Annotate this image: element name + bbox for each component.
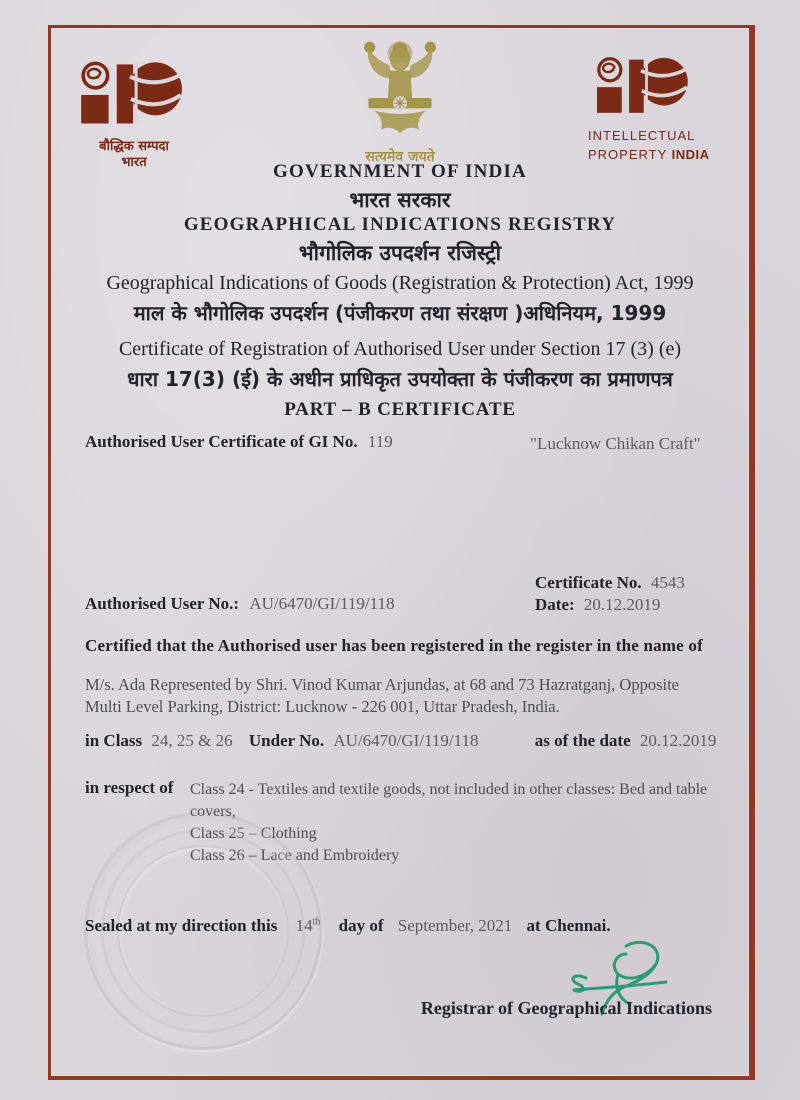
act-line: Geographical Indications of Goods (Registration & Protection) Act, 1999	[106, 272, 694, 294]
class-row	[85, 731, 716, 751]
under-no-label: Under No.	[248, 731, 325, 750]
cert-no-line	[535, 573, 685, 593]
sealed-month: September, 2021	[397, 916, 513, 935]
date-label: Date:	[535, 595, 575, 614]
certified-statement: Certified that the Authorised user has been registered in the register in the name of	[85, 636, 703, 655]
authorised-user-no-value: AU/6470/GI/119/118	[249, 594, 395, 613]
in-respect-of-label: in respect of	[85, 778, 174, 797]
registry-title-hindi: भौगोलिक उपदर्शन रजिस्ट्री	[298, 241, 502, 265]
authorised-user-no-label: Authorised User No.:	[85, 594, 240, 613]
part-b-title: PART – B CERTIFICATE	[284, 399, 516, 420]
registry-title: GEOGRAPHICAL INDICATIONS REGISTRY	[183, 214, 617, 235]
under-no-value: AU/6470/GI/119/118	[333, 731, 479, 750]
in-class-label: in Class	[85, 731, 143, 750]
sealed-part3: at Chennai.	[526, 916, 611, 935]
ip-india-logo-right	[588, 56, 738, 165]
ipr-caption-line1: INTELLECTUAL	[588, 128, 696, 143]
gi-name: "Lucknow Chikan Craft"	[530, 434, 701, 453]
ipr-caption-india: INDIA	[671, 146, 710, 162]
sealed-part2: day of	[338, 916, 384, 935]
ipr-caption-line2: PROPERTY INDIA	[588, 146, 710, 162]
as-of-date-label: as of the date	[534, 731, 631, 750]
lion-capital-icon	[348, 36, 452, 140]
sealed-part1: Sealed at my direction this	[85, 916, 278, 935]
cert-no-value: 4543	[650, 573, 685, 592]
class-item-25: Class 25 – Clothing	[190, 825, 317, 843]
class-item-24: Class 24 - Textiles and textile goods, not included in other classes: Bed and table covers,	[190, 781, 708, 821]
gi-no-value: 119	[367, 432, 393, 451]
sealed-day: 14th	[295, 916, 321, 935]
date-line	[535, 595, 660, 615]
cert-no-label: Certificate No.	[535, 573, 642, 592]
ip-logo-caption-line1: बौद्धिक सम्पदा	[99, 139, 169, 154]
act-line-hindi: माल के भौगोलिक उपदर्शन (पंजीकरण तथा संरक्षण )अधिनियम, 1999	[133, 301, 667, 325]
class-item-26: Class 26 – Lace and Embroidery	[190, 847, 400, 865]
gi-no-line	[85, 432, 393, 452]
authorised-user-no-line	[85, 594, 394, 614]
section-line-hindi: धारा 17(3) (ई) के अधीन प्राधिकृत उपयोक्ता के पंजीकरण का प्रमाणपत्र	[127, 367, 673, 391]
ip-logo-icon	[588, 56, 694, 122]
section-line: Certificate of Registration of Authorised User under Section 17 (3) (e)	[118, 338, 682, 360]
sealed-day-suffix: th	[312, 916, 321, 928]
emblem-motto: सत्यमेव जयते	[365, 149, 435, 165]
date-value: 20.12.2019	[583, 595, 661, 614]
ip-logo-caption-line2: भारत	[121, 155, 147, 171]
in-class-value: 24, 25 & 26	[151, 731, 233, 750]
gi-no-label: Authorised User Certificate of GI No.	[85, 432, 358, 451]
registrar-title: Registrar of Geographical Indications	[420, 998, 712, 1018]
gov-of-india-title: GOVERNMENT OF INDIA	[273, 161, 527, 182]
as-of-date-value: 20.12.2019	[639, 731, 717, 750]
sealed-line	[85, 916, 611, 936]
gov-of-india-title-hindi: भारत सरकार	[349, 188, 451, 212]
holder-details: M/s. Ada Represented by Shri. Vinod Kumar Arjundas, at 68 and 73 Hazratganj, Opposite Multi Level Parking, District: Lucknow - 226 001, Uttar Pradesh, India.	[85, 675, 679, 717]
